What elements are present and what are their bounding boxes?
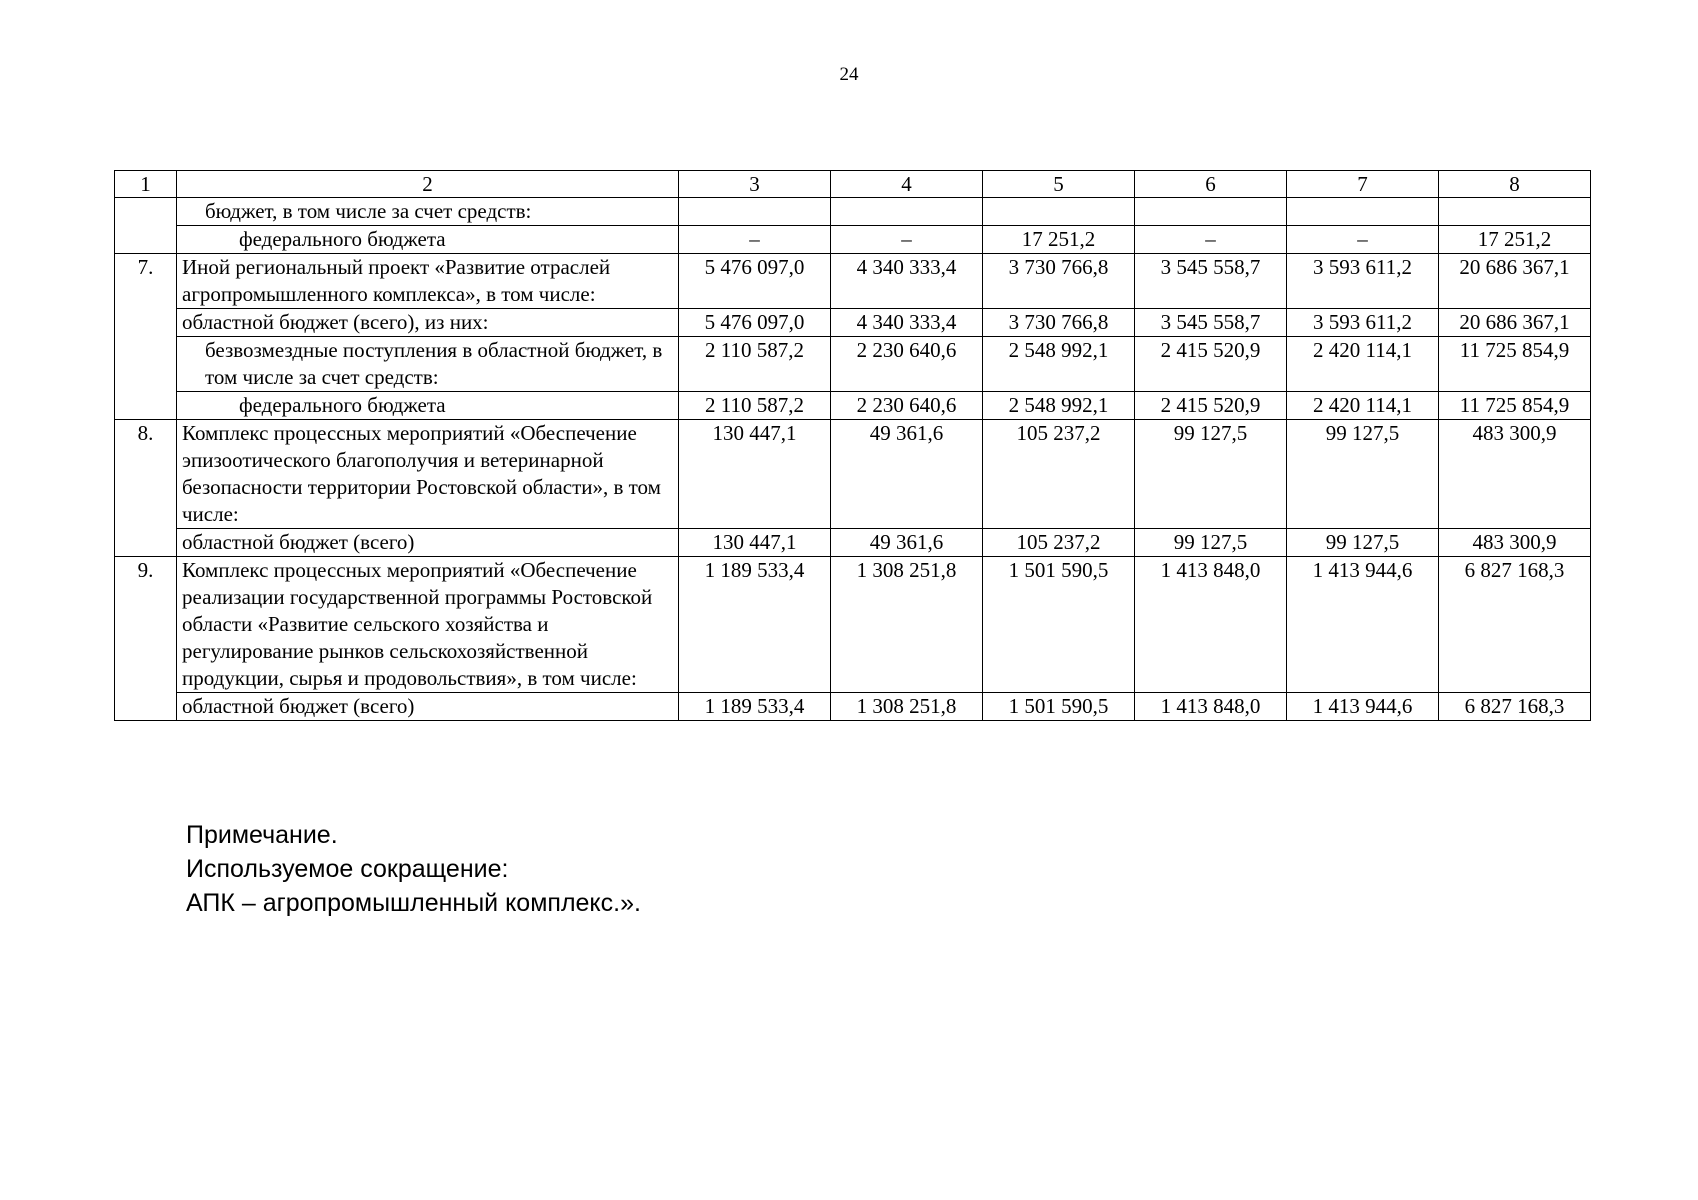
- value-cell: 2 420 114,1: [1287, 392, 1439, 420]
- page-number: 24: [839, 64, 859, 85]
- value-cell: 1 189 533,4: [679, 557, 831, 693]
- value-cell: 2 548 992,1: [983, 392, 1135, 420]
- value-cell: 2 230 640,6: [831, 392, 983, 420]
- value-cell: 99 127,5: [1135, 420, 1287, 529]
- row-index-cell: 7.: [115, 254, 177, 420]
- column-header: 2: [177, 171, 679, 198]
- column-header: 8: [1439, 171, 1591, 198]
- column-header: 4: [831, 171, 983, 198]
- table-row: [115, 226, 1591, 254]
- value-cell: 99 127,5: [1287, 420, 1439, 529]
- value-cell: 3 545 558,7: [1135, 254, 1287, 309]
- value-cell: 3 545 558,7: [1135, 309, 1287, 337]
- row-label: бюджет, в том числе за счет средств:: [177, 198, 679, 226]
- value-cell: [831, 198, 983, 226]
- value-cell: 2 110 587,2: [679, 337, 831, 392]
- column-header: 7: [1287, 171, 1439, 198]
- value-cell: 105 237,2: [983, 529, 1135, 557]
- note-line: АПК – агропромышленный комплекс.».: [186, 889, 641, 917]
- value-cell: 17 251,2: [1439, 226, 1591, 254]
- table-row: [115, 557, 1591, 693]
- value-cell: 483 300,9: [1439, 420, 1591, 529]
- value-cell: 99 127,5: [1287, 529, 1439, 557]
- value-cell: –: [1287, 226, 1439, 254]
- row-label: Комплекс процессных мероприятий «Обеспечение реализации государственной программы Ростовской области «Развитие сельского хозяйства и регулирование рынков сельскохозяйственной продукции, сырья и продовольствия», в том числе:: [177, 557, 679, 693]
- table-header-row: [115, 171, 1591, 198]
- value-cell: 17 251,2: [983, 226, 1135, 254]
- value-cell: 1 189 533,4: [679, 693, 831, 721]
- row-label: областной бюджет (всего): [177, 529, 679, 557]
- table-row: [115, 309, 1591, 337]
- value-cell: 1 413 848,0: [1135, 693, 1287, 721]
- column-header: 6: [1135, 171, 1287, 198]
- value-cell: 130 447,1: [679, 529, 831, 557]
- column-header: 5: [983, 171, 1135, 198]
- value-cell: 2 548 992,1: [983, 337, 1135, 392]
- table-row: [115, 254, 1591, 309]
- value-cell: [679, 198, 831, 226]
- value-cell: 1 308 251,8: [831, 557, 983, 693]
- column-header: 3: [679, 171, 831, 198]
- value-cell: 99 127,5: [1135, 529, 1287, 557]
- row-label: областной бюджет (всего), из них:: [177, 309, 679, 337]
- budget-table: [114, 170, 1591, 721]
- value-cell: 1 501 590,5: [983, 693, 1135, 721]
- value-cell: 3 593 611,2: [1287, 309, 1439, 337]
- value-cell: 2 415 520,9: [1135, 392, 1287, 420]
- value-cell: 6 827 168,3: [1439, 693, 1591, 721]
- value-cell: 1 413 944,6: [1287, 557, 1439, 693]
- value-cell: 49 361,6: [831, 420, 983, 529]
- value-cell: 20 686 367,1: [1439, 309, 1591, 337]
- row-label: Комплекс процессных мероприятий «Обеспечение эпизоотического благополучия и ветеринарной безопасности территории Ростовской области», в том числе:: [177, 420, 679, 529]
- table-row: [115, 529, 1591, 557]
- value-cell: 1 413 944,6: [1287, 693, 1439, 721]
- value-cell: 11 725 854,9: [1439, 392, 1591, 420]
- value-cell: –: [679, 226, 831, 254]
- value-cell: 20 686 367,1: [1439, 254, 1591, 309]
- value-cell: 2 415 520,9: [1135, 337, 1287, 392]
- table-row: [115, 337, 1591, 392]
- value-cell: 1 308 251,8: [831, 693, 983, 721]
- row-index-cell: [115, 198, 177, 254]
- value-cell: [1287, 198, 1439, 226]
- value-cell: –: [1135, 226, 1287, 254]
- value-cell: 105 237,2: [983, 420, 1135, 529]
- column-header: 1: [115, 171, 177, 198]
- row-label: безвозмездные поступления в областной бюджет, в том числе за счет средств:: [177, 337, 679, 392]
- table-row: [115, 392, 1591, 420]
- value-cell: 2 110 587,2: [679, 392, 831, 420]
- value-cell: 1 501 590,5: [983, 557, 1135, 693]
- value-cell: 11 725 854,9: [1439, 337, 1591, 392]
- value-cell: 4 340 333,4: [831, 309, 983, 337]
- note-title: Примечание.: [186, 821, 338, 849]
- table-row: [115, 420, 1591, 529]
- table-row: [115, 693, 1591, 721]
- value-cell: 5 476 097,0: [679, 309, 831, 337]
- value-cell: –: [831, 226, 983, 254]
- value-cell: 130 447,1: [679, 420, 831, 529]
- note-block: [186, 818, 641, 920]
- value-cell: [1135, 198, 1287, 226]
- row-label: федерального бюджета: [177, 226, 679, 254]
- value-cell: [983, 198, 1135, 226]
- value-cell: 3 730 766,8: [983, 309, 1135, 337]
- value-cell: 1 413 848,0: [1135, 557, 1287, 693]
- value-cell: 5 476 097,0: [679, 254, 831, 309]
- row-index-cell: 9.: [115, 557, 177, 721]
- row-index-cell: 8.: [115, 420, 177, 557]
- row-label: федерального бюджета: [177, 392, 679, 420]
- value-cell: 3 593 611,2: [1287, 254, 1439, 309]
- value-cell: [1439, 198, 1591, 226]
- value-cell: 6 827 168,3: [1439, 557, 1591, 693]
- value-cell: 483 300,9: [1439, 529, 1591, 557]
- row-label: Иной региональный проект «Развитие отраслей агропромышленного комплекса», в том числе:: [177, 254, 679, 309]
- value-cell: 4 340 333,4: [831, 254, 983, 309]
- value-cell: 2 230 640,6: [831, 337, 983, 392]
- value-cell: 2 420 114,1: [1287, 337, 1439, 392]
- value-cell: 3 730 766,8: [983, 254, 1135, 309]
- value-cell: 49 361,6: [831, 529, 983, 557]
- note-line: Используемое сокращение:: [186, 855, 509, 883]
- table-row: [115, 198, 1591, 226]
- row-label: областной бюджет (всего): [177, 693, 679, 721]
